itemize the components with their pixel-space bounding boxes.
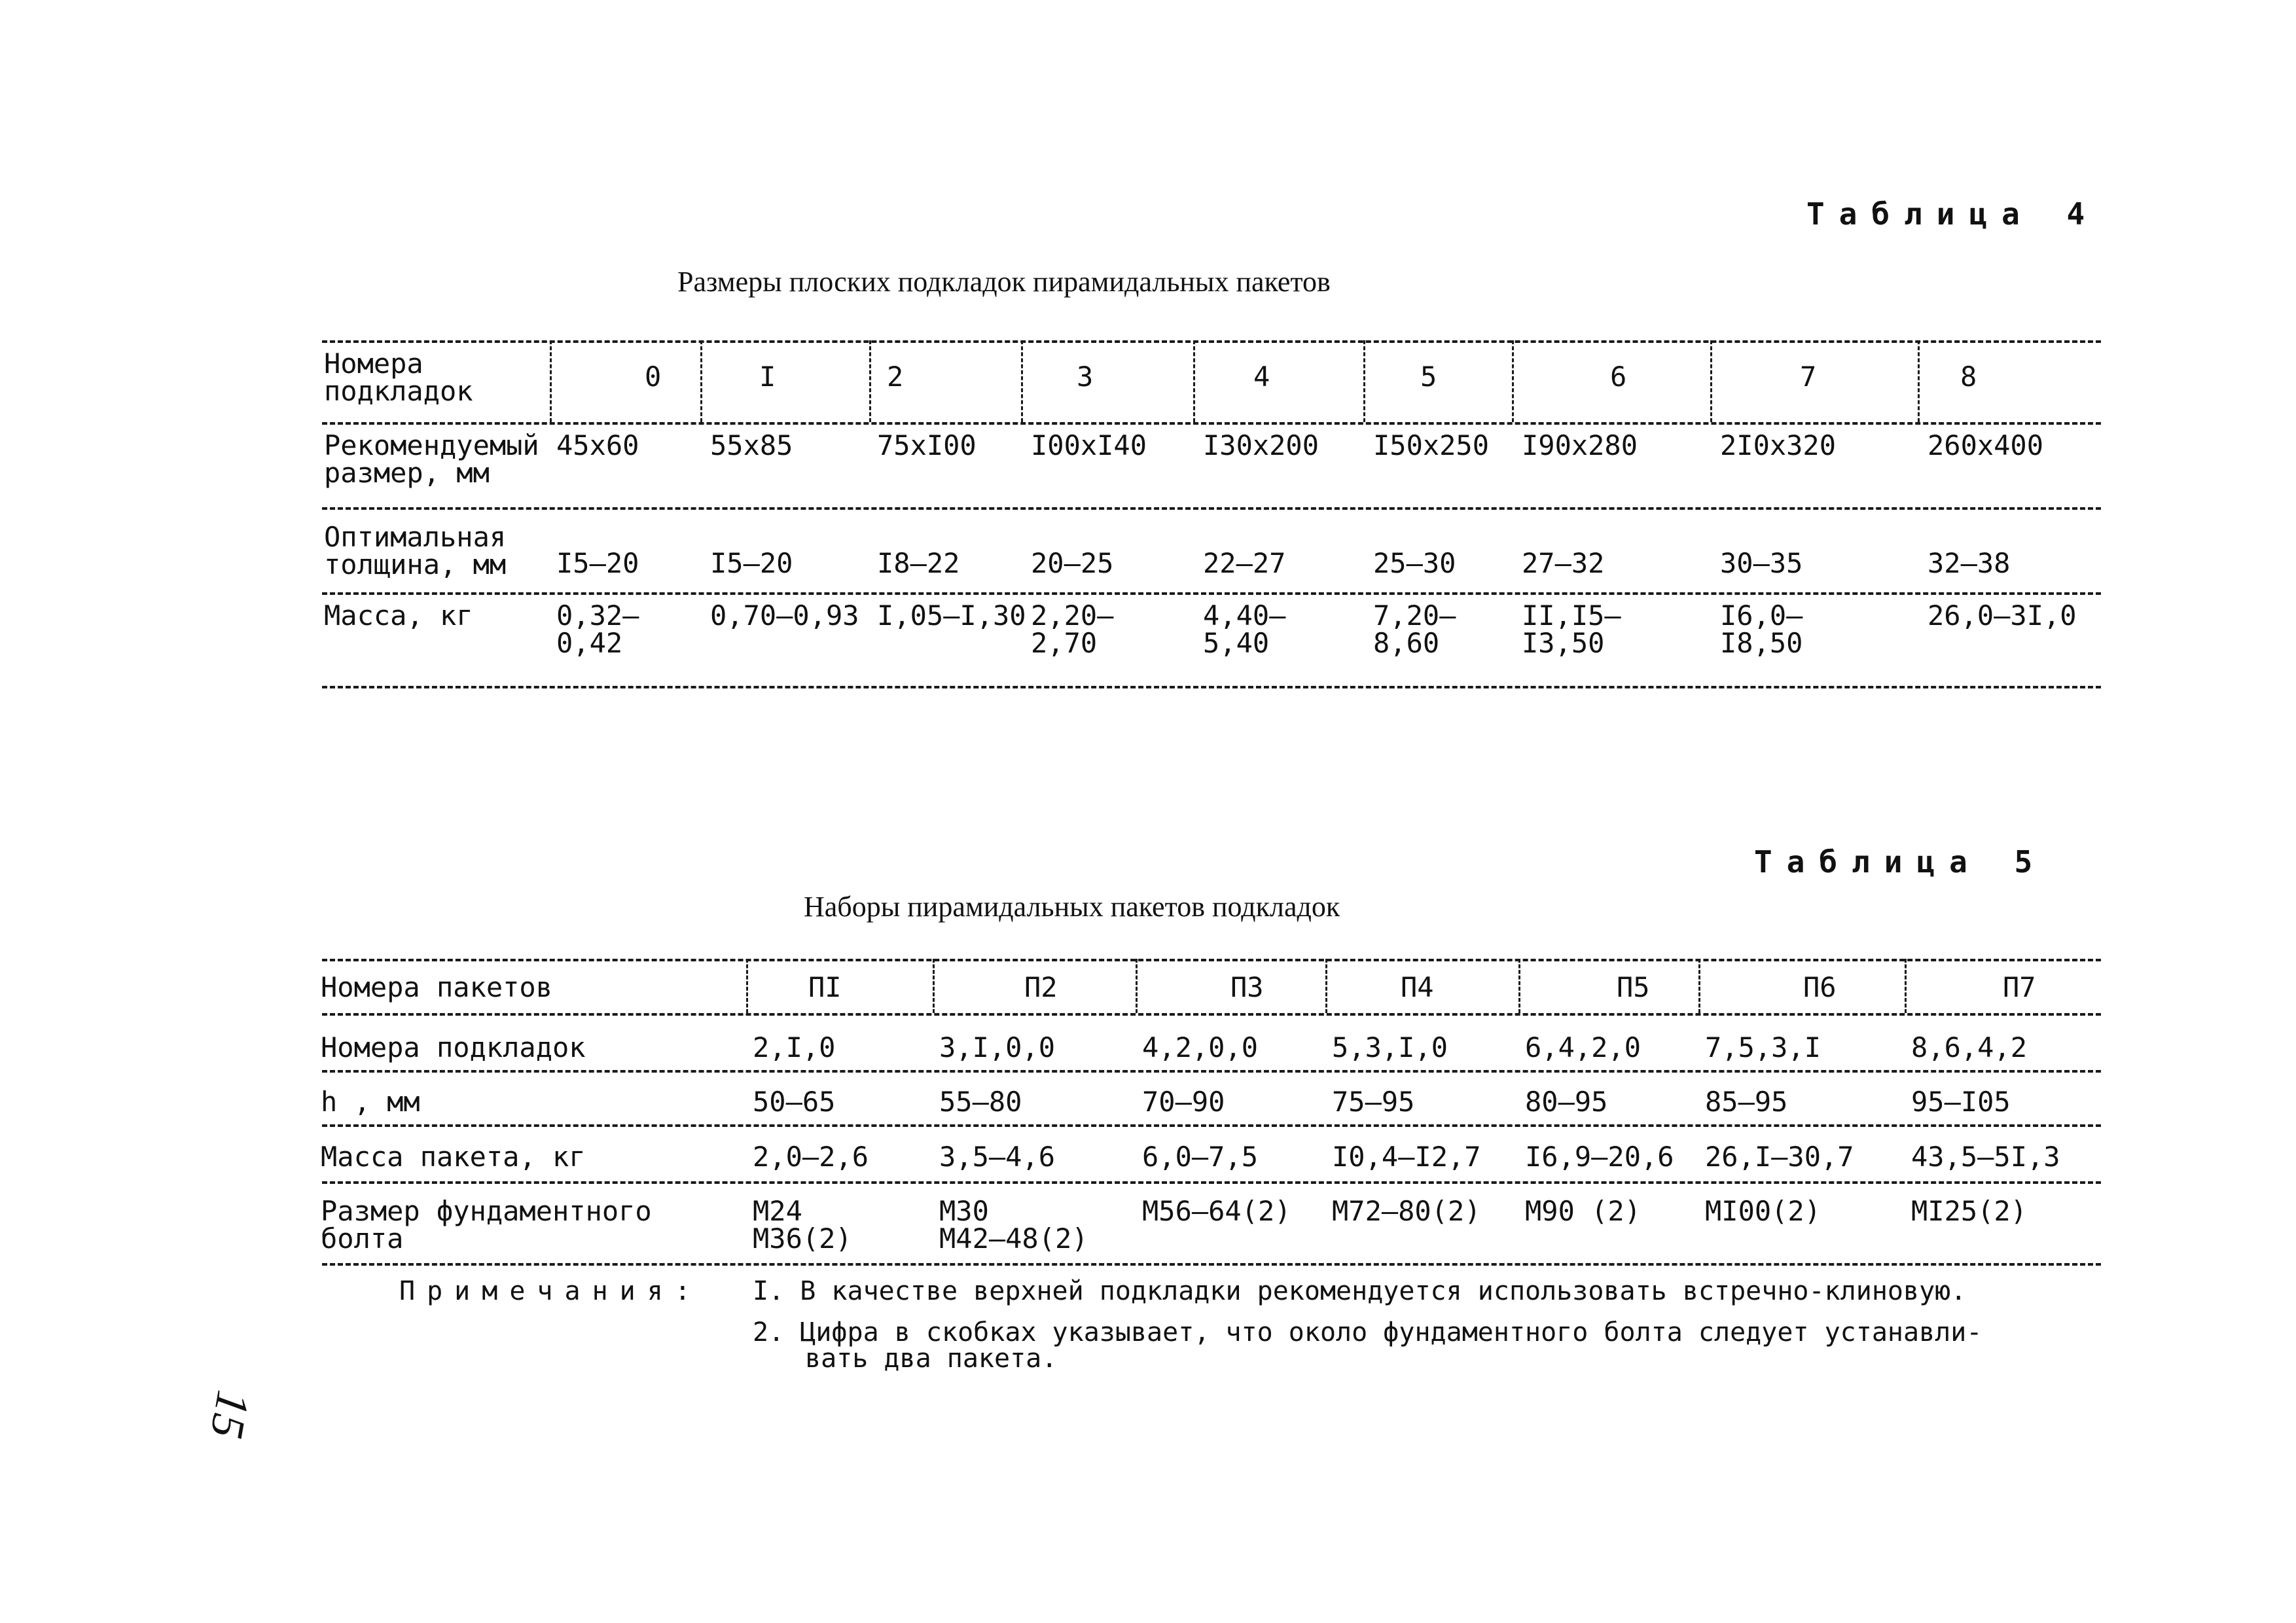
table5-cell: 43,5–5I,3 <box>1911 1141 2060 1173</box>
table4-row-label: Масса, кг <box>324 599 473 632</box>
table4-cell: I8–22 <box>877 547 960 579</box>
table4-cell: I30х200 <box>1203 429 1319 461</box>
table4-cell: 20–25 <box>1031 547 1114 579</box>
table5-cell: I0,4–I2,7 <box>1332 1141 1481 1173</box>
table4-cell: I00хI40 <box>1031 429 1147 461</box>
table4-column-header: 8 <box>1960 361 1977 393</box>
table4-cell: 2,20– 2,70 <box>1031 599 1114 659</box>
table4-row-label: Оптимальная толщина, мм <box>324 521 507 580</box>
notes-heading: Примечания: <box>399 1276 702 1306</box>
table4-cell: 22–27 <box>1203 547 1286 579</box>
table5-cell: М90 (2) <box>1525 1195 1641 1227</box>
page-number: 15 <box>200 1387 260 1442</box>
table5-column-header: П6 <box>1803 971 1837 1003</box>
table5-cell: МI00(2) <box>1705 1195 1821 1227</box>
table4-cell: 30–35 <box>1720 547 1803 579</box>
table5-cell: 5,3,I,0 <box>1332 1031 1448 1063</box>
table5-cell: I6,9–20,6 <box>1525 1141 1674 1173</box>
table4-title: Размеры плоских подкладок пирамидальных пакетов <box>677 266 1331 298</box>
table4-cell: 7,20– 8,60 <box>1373 599 1456 659</box>
table4-row-label: Рекомендуемый размер, мм <box>324 429 539 489</box>
table5-cell: МI25(2) <box>1911 1195 2028 1227</box>
note-item: I. В качестве верхней подкладки рекомендуется использовать встречно-клиновую. <box>753 1276 1967 1306</box>
table4-cell: I6,0– I8,50 <box>1720 599 1803 659</box>
table5-cell: 2,I,0 <box>753 1031 836 1063</box>
table4-cell: 55х85 <box>710 429 793 461</box>
table5-cell: 70–90 <box>1142 1086 1225 1118</box>
table5-cell: 7,5,3,I <box>1705 1031 1821 1063</box>
table4-column-header: 6 <box>1610 361 1627 393</box>
table4-label: Таблица 4 <box>1806 196 2100 232</box>
table5-cell: 4,2,0,0 <box>1142 1031 1259 1063</box>
table4-column-header: 7 <box>1800 361 1817 393</box>
table5-cell: М24 М36(2) <box>753 1195 852 1255</box>
table4-cell: 25–30 <box>1373 547 1456 579</box>
table4-column-header: 3 <box>1077 361 1094 393</box>
table5-cell: 50–65 <box>753 1086 836 1118</box>
table5-column-header: П2 <box>1024 971 1058 1003</box>
table4-cell: II,I5– I3,50 <box>1522 599 1621 659</box>
table4-cell: I50х250 <box>1373 429 1490 461</box>
table5-cell: 3,I,0,0 <box>939 1031 1056 1063</box>
table4-column-header: I <box>759 361 776 393</box>
table5-column-header: ПI <box>808 971 842 1003</box>
table5-cell: М56–64(2) <box>1142 1195 1291 1227</box>
table5-cell: М30 М42–48(2) <box>939 1195 1088 1255</box>
table4-cell: 0,32– 0,42 <box>556 599 639 659</box>
table4-cell: 0,70–0,93 <box>710 599 859 632</box>
table5-cell: 8,6,4,2 <box>1911 1031 2028 1063</box>
table5-column-header: П4 <box>1401 971 1434 1003</box>
table5-cell: 26,I–30,7 <box>1705 1141 1854 1173</box>
note-item: 2. Цифра в скобках указывает, что около фундаментного болта следует устанавли- <box>753 1317 1982 1347</box>
table5-cell: 75–95 <box>1332 1086 1415 1118</box>
table5-cell: 85–95 <box>1705 1086 1788 1118</box>
table4-cell: I5–20 <box>556 547 639 579</box>
table5-cell: 6,4,2,0 <box>1525 1031 1641 1063</box>
table4-column-header: 2 <box>887 361 904 393</box>
table5-row-label: Масса пакета, кг <box>321 1141 586 1173</box>
table4-cell: I5–20 <box>710 547 793 579</box>
note-item: вать два пакета. <box>805 1344 1058 1374</box>
table5-row-label: Номера подкладок <box>321 1031 586 1063</box>
table5-column-header: П5 <box>1617 971 1650 1003</box>
table4-column-header: 4 <box>1253 361 1270 393</box>
table4-cell: 26,0–3I,0 <box>1928 599 2077 632</box>
table5-cell: 6,0–7,5 <box>1142 1141 1259 1173</box>
table5-title: Наборы пирамидальных пакетов подкладок <box>804 891 1340 923</box>
table4-cell: 27–32 <box>1522 547 1605 579</box>
table4-column-header: 5 <box>1420 361 1437 393</box>
table5-cell: 2,0–2,6 <box>753 1141 869 1173</box>
table5-cell: 55–80 <box>939 1086 1022 1118</box>
table4-cell: I,05–I,30 <box>877 599 1026 632</box>
table4-cell: 4,40– 5,40 <box>1203 599 1286 659</box>
table4-cell: I90х280 <box>1522 429 1638 461</box>
table4-cell: 2I0х320 <box>1720 429 1837 461</box>
table4-column-header: 0 <box>645 361 662 393</box>
table4-header-label: Номера подкладок <box>324 348 473 407</box>
table5-column-header: П7 <box>2003 971 2036 1003</box>
table5-cell: М72–80(2) <box>1332 1195 1481 1227</box>
table4-cell: 260х400 <box>1928 429 2044 461</box>
table5-row-label: Размер фундаментного болта <box>321 1195 652 1255</box>
table5-row-label: h , мм <box>321 1086 420 1118</box>
table5-cell: 3,5–4,6 <box>939 1141 1056 1173</box>
table5-label: Таблица 5 <box>1754 844 2047 880</box>
table5-cell: 80–95 <box>1525 1086 1608 1118</box>
table4-cell: 32–38 <box>1928 547 2011 579</box>
table5-cell: 95–I05 <box>1911 1086 2011 1118</box>
table4-cell: 45х60 <box>556 429 639 461</box>
table5-column-header: П3 <box>1230 971 1264 1003</box>
table5-header-label: Номера пакетов <box>321 971 553 1003</box>
table4-cell: 75хI00 <box>877 429 977 461</box>
